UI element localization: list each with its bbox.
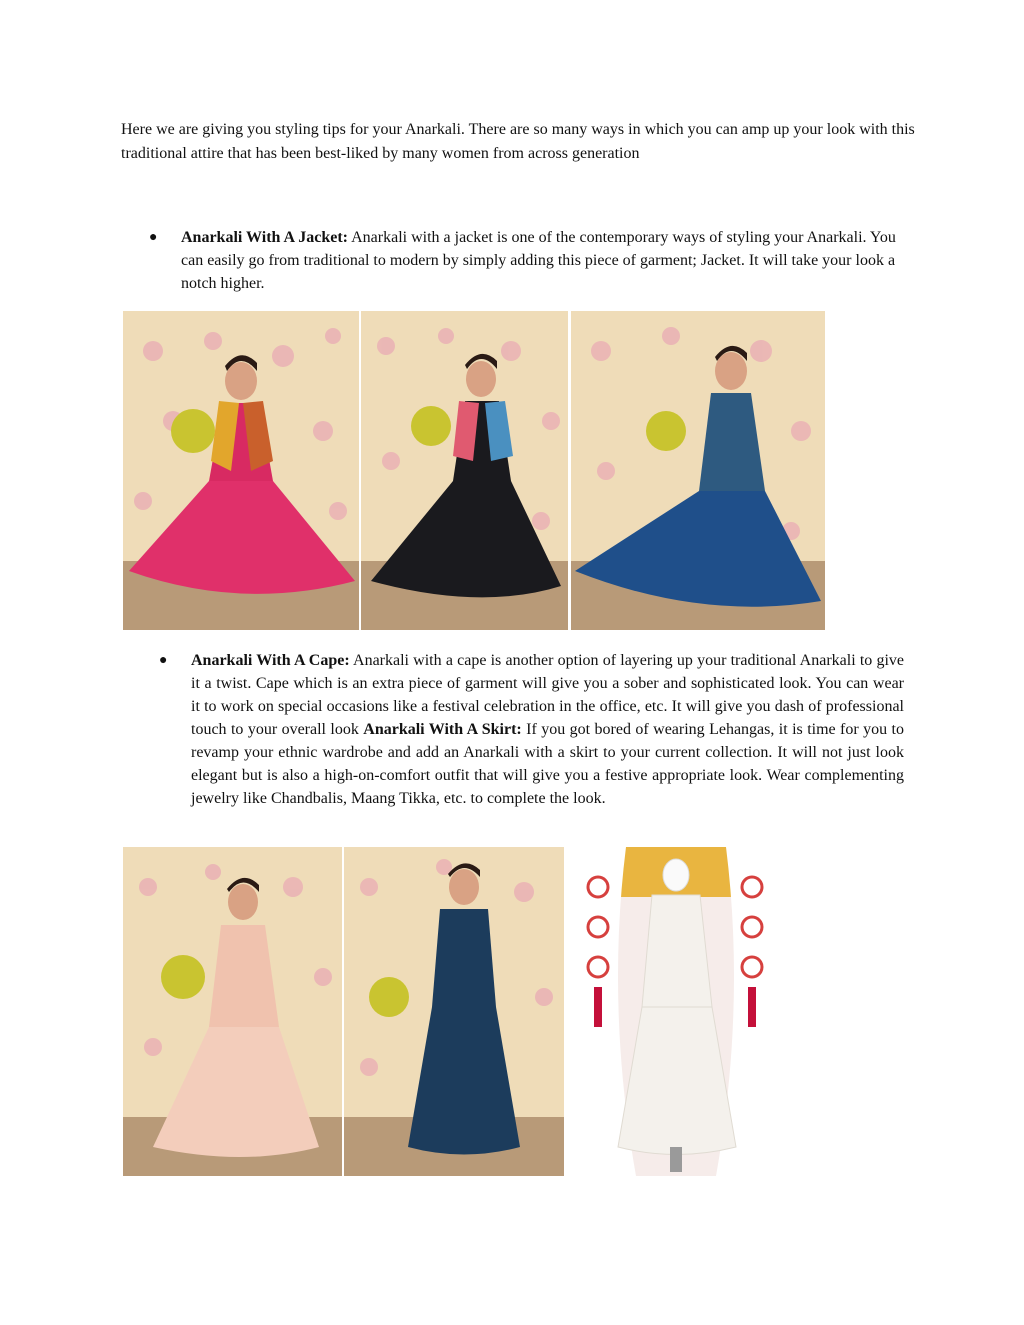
photo-blue-jacket [571,311,825,630]
bullet-skirt-heading: Anarkali With A Skirt: [363,721,522,738]
bullet-icon: ● [159,653,168,668]
photo-white-mannequin [566,847,784,1176]
bullet-icon: ● [149,230,158,245]
photo-black-jacket [361,311,568,630]
bullet-jacket-body: Anarkali with a jacket is one of the contemporary ways of styling your Anarkali. You can easily go from traditional to modern by simply adding this piece of garment; Jacket. It will take your look a notch higher. [181,229,896,292]
bullet-jacket-heading: Anarkali With A Jacket: [181,229,348,246]
photo-peach-cape [123,847,342,1176]
bullet-cape-heading: Anarkali With A Cape: [191,652,350,669]
bullet-skirt-body: If you got bored of wearing Lehangas, it is time for you to revamp your ethnic wardrobe and add an Anarkali with a skirt to your current collection. It will not just look elegant but is also a high-on-comfort outfit that will give you a festive appropriate look. Wear complementing jewelry like Chandbalis, Maang Tikka, etc. to complete the look. [191,721,904,807]
bullet-cape-body: Anarkali with a cape is another option of layering up your traditional Anarkali to give it a twist. Cape which is an extra piece of garment will give you a sober and sophisticated look. You can wear it to work on special occasions like a festival celebration in the office, etc. It will give you dash of professional touch to your overall look [191,652,905,738]
photo-navy-dress [344,847,564,1176]
bullet-jacket [149,226,906,295]
bullet-cape [159,649,905,810]
photo-pink-jacket [123,311,359,630]
intro-paragraph: Here we are giving you styling tips for your Anarkali. There are so many ways in which you can amp up your look with this traditional attire that has been best-liked by many women from across generation [121,121,915,162]
bullet-jacket-text [181,226,906,295]
bullet-cape-text [191,649,904,810]
